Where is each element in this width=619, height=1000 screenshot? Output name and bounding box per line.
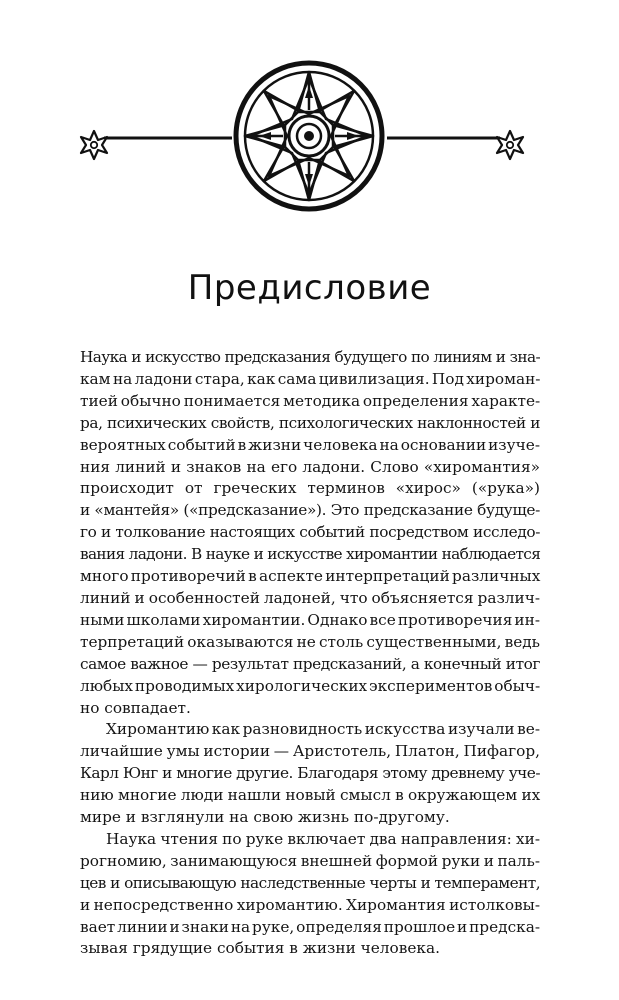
- small-star-right-icon: [497, 131, 523, 159]
- small-star-left-icon: [81, 131, 107, 159]
- text-line: Карл Юнг и многие другие. Благодаря этому древнему уче-: [80, 764, 540, 783]
- text-line: любых проводимых хирологических экспериментов обыч-: [80, 676, 541, 695]
- text-line: нию многие люди нашли новый смысл в окружающем их: [80, 786, 541, 805]
- text-line: рогномию, занимающуюся внешней формой руки и паль-: [80, 851, 540, 870]
- paragraph-1: [80, 347, 540, 719]
- text-line: ния линий и знаков на его ладони. Слово «хиромантия»: [80, 457, 540, 476]
- text-line: личайшие умы истории — Аристотель, Платон, Пифагор,: [80, 742, 540, 761]
- text-line: много противоречий в аспекте интерпретаций различных: [80, 567, 541, 586]
- page-title: Предисловие: [187, 268, 432, 308]
- text-line: Наука чтения по руке включает два направления: хи-: [106, 829, 540, 848]
- text-line: терпретаций оказываются не столь существенными, ведь: [80, 632, 540, 651]
- text-line: тией обычно понимается методика определения характе-: [80, 391, 541, 410]
- text-line: происходит от греческих терминов «хирос» («рука»): [80, 479, 540, 498]
- text-line: самое важное — результат предсказаний, а конечный итог: [80, 654, 541, 673]
- text-line: ными школами хиромантии. Однако все противоречия ин-: [80, 610, 540, 629]
- text-line: и непосредственно хиромантию. Хиромантия истолковы-: [80, 895, 540, 914]
- text-line: вероятных событий в жизни человека на основании изуче-: [80, 435, 540, 454]
- text-line: ра, психических свойств, психологических наклонностей и: [80, 413, 540, 432]
- body-text: [80, 347, 540, 960]
- text-line: и «мантейя» («предсказание»). Это предсказание будуще-: [80, 501, 540, 520]
- text-line: цев и описывающую наследственные черты и темперамент,: [80, 873, 541, 892]
- text-line: кам на ладони стара, как сама цивилизация. Под хироман-: [80, 369, 541, 388]
- text-line: Хиромантию как разновидность искусства изучали ве-: [106, 720, 540, 739]
- text-line: линий и особенностей ладоней, что объясняется различ-: [80, 588, 540, 607]
- text-line: мире и взглянули на свою жизнь по-другому.: [80, 808, 450, 827]
- text-line: вания ладони. В науке и искусстве хиромантии наблюдается: [80, 545, 541, 564]
- paragraph-3: [80, 829, 540, 960]
- text-line: вает линии и знаки на руке, определяя прошлое и предска-: [80, 917, 540, 936]
- text-line: Наука и искусство предсказания будущего по линиям и зна-: [80, 348, 540, 366]
- compass-star-mandala-icon: [236, 63, 382, 209]
- text-line: зывая грядущие события в жизни человека.: [80, 939, 440, 958]
- header-ornament: [0, 0, 619, 260]
- text-line: но совпадает.: [80, 698, 191, 717]
- text-line: го и толкование настоящих событий посредством исследо-: [80, 523, 541, 542]
- paragraph-2: [80, 719, 540, 829]
